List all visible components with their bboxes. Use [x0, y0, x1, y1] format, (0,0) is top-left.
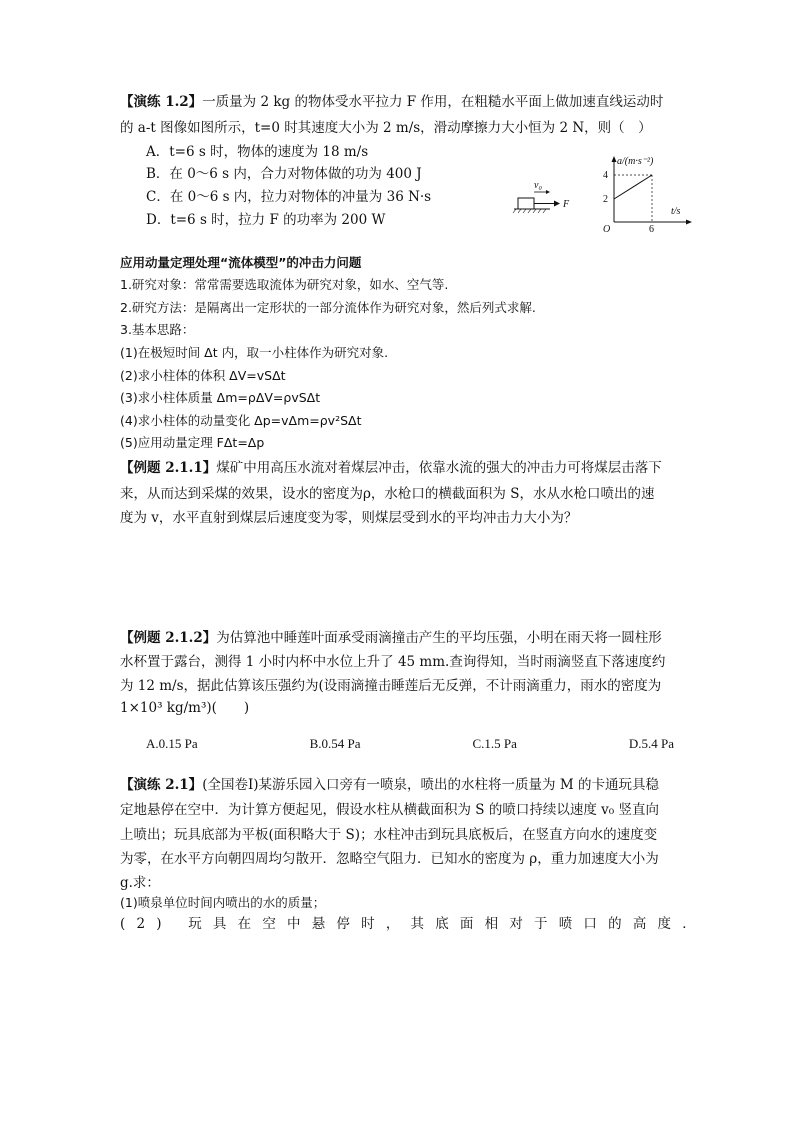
block [518, 198, 534, 209]
example-2-1-2-line-1 [120, 628, 662, 648]
x-axis-label: t/s [671, 206, 681, 217]
exercise-1-2-line-2: 的 a-t 图像如图所示，t=0 时其速度大小为 2 m/s，滑动摩擦力大小恒为 2 N，则（ ） [120, 120, 652, 136]
point-1: 1.研究对象：常常需要选取流体为研究对象，如水、空气等. [120, 277, 449, 292]
point-3: 3.基本思路： [120, 322, 195, 337]
step-5: (5)应用动量定理 FΔt=Δp [120, 435, 265, 450]
physics-figure [510, 152, 700, 234]
a-t-graph [603, 156, 692, 234]
option-c: C．在 0～6 s 内，拉力对物体的冲量为 36 N·s [146, 189, 432, 205]
example-2-1-1-line-2: 来，从而达到采煤的效果，设水的密度为ρ，水枪口的横截面积为 S，水从水枪口喷出的速 [120, 486, 655, 502]
exercise-2-1-line-3: 上喷出；玩具底部为平板(面积略大于 S)；水柱冲击到玩具底板后，在竖直方向水的速度变 [120, 827, 658, 843]
example-tag: 【例题 2.1.1】 [120, 460, 217, 476]
exercise-2-1-line-4: 为零，在水平方向朝四周均匀散开．忽略空气阻力．已知水的密度为 ρ，重力加速度大小为 [120, 851, 659, 867]
example-tag: 【例题 2.1.2】 [120, 630, 217, 646]
exercise-2-1-line-1 [120, 775, 659, 795]
exercise-2-1-line-5: g.求： [120, 875, 160, 891]
text: (全国卷Ⅰ)某游乐园入口旁有一喷泉，喷出的水柱将一质量为 M 的卡通玩具稳 [202, 777, 659, 793]
block-diagram [513, 180, 570, 213]
graph-line [614, 175, 652, 199]
x-tick-6: 6 [649, 224, 654, 234]
option-d: D．t=6 s 时，拉力 F 的功率为 200 W [146, 212, 386, 228]
text: 为估算池中睡莲叶面承受雨滴撞击产生的平均压强，小明在雨天将一圆柱形 [216, 630, 662, 646]
choice-a: A.0.15 Pa [146, 736, 198, 751]
y-tick-2: 2 [603, 194, 608, 205]
section-heading: 应用动量定理处理“流体模型”的冲击力问题 [120, 255, 362, 270]
option-b: B．在 0～6 s 内，合力对物体做的功为 400 J [146, 166, 422, 182]
text: 煤矿中用高压水流对着煤层冲击，依靠水流的强大的冲击力可将煤层击落下 [216, 460, 662, 476]
force-label: F [563, 199, 570, 210]
point-2: 2.研究方法：是隔离出一定形状的一部分流体作为研究对象，然后列式求解. [120, 300, 536, 315]
exercise-1-2-line-1 [120, 92, 663, 112]
choice-d: D.5.4 Pa [628, 736, 674, 751]
y-tick-4: 4 [603, 170, 608, 181]
choice-c: C.1.5 Pa [472, 736, 517, 751]
step-4: (4)求小柱体的动量变化 Δp=vΔm=ρv²SΔt [120, 413, 362, 428]
exercise-2-1-line-2: 定地悬停在空中．为计算方便起见，假设水柱从横截面积为 S 的喷口持续以速度 v₀ 竖直向 [120, 802, 659, 818]
option-a: A．t=6 s 时，物体的速度为 18 m/s [146, 144, 369, 160]
example-2-1-1-line-1 [120, 458, 662, 478]
step-3: (3)求小柱体质量 Δm=ρΔV=ρvSΔt [120, 390, 321, 405]
question-2: (2) 玩具在空中悬停时，其底面相对于喷口的高度． [120, 916, 707, 932]
answer-choices [146, 736, 674, 752]
exercise-tag: 【演练 2.1】 [120, 777, 203, 793]
example-2-1-2-line-4: 1×10³ kg/m³)( ) [120, 700, 250, 716]
example-2-1-2-line-3: 为 12 m/s，据此估算该压强约为(设雨滴撞击睡莲后无反弹，不计雨滴重力，雨水的密度为 [120, 678, 662, 694]
text: 一质量为 2 kg 的物体受水平拉力 F 作用，在粗糙水平面上做加速直线运动时 [202, 94, 664, 110]
choice-b: B.0.54 Pa [309, 736, 361, 751]
v0-label: v₀ [534, 180, 542, 191]
example-2-1-2-line-2: 水杯置于露台，测得 1 小时内杯中水位上升了 45 mm.查询得知，当时雨滴竖直下落速度约 [120, 654, 666, 670]
y-axis-label: a/(m·s⁻²) [617, 156, 654, 167]
step-2: (2)求小柱体的体积 ΔV=vSΔt [120, 368, 286, 383]
origin-label: O [603, 224, 611, 234]
question-1: (1)喷泉单位时间内喷出的水的质量； [120, 895, 326, 910]
exercise-tag: 【演练 1.2】 [120, 94, 203, 110]
example-2-1-1-line-3: 度为 v，水平直射到煤层后速度变为零，则煤层受到水的平均冲击力大小为？ [120, 510, 578, 526]
step-1: (1)在极短时间 Δt 内，取一小柱体作为研究对象. [120, 345, 389, 360]
